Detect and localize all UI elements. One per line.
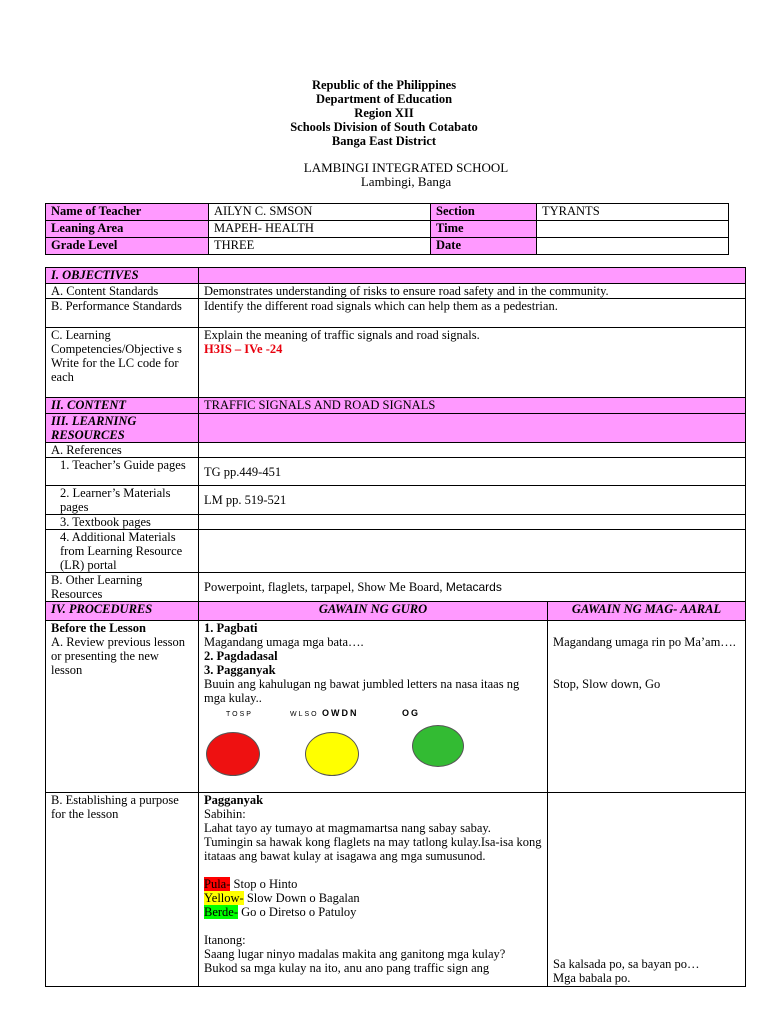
objectives-heading-fill bbox=[199, 268, 746, 284]
teacher-value: AILYN C. SMSON bbox=[209, 204, 431, 221]
pula-highlight: Pula- bbox=[204, 877, 231, 891]
additional-materials-label: 4. Additional Materials from Learning Resource (LR) portal bbox=[46, 530, 199, 573]
jumbled-word-1: TOSP bbox=[226, 711, 253, 718]
section-label: Section bbox=[431, 204, 537, 221]
header-line-1: Republic of the Philippines bbox=[311, 78, 457, 92]
instruction-text: Lahat tayo ay tumayo at magmamartsa nang sabay sabay. Tumingin sa hawak kong flaglets na may tatlong kulay.Isa-isa kong itataas ang bawat kulay at isagawa ang mga sumusunod. bbox=[204, 821, 542, 863]
other-resources-value bbox=[199, 573, 746, 602]
learning-competencies-value bbox=[199, 328, 746, 398]
header-line-2: Department of Education bbox=[315, 92, 453, 106]
question-text-2: Bukod sa mga kulay na ito, anu ano pang traffic sign ang bbox=[204, 961, 490, 975]
textbook-label: 3. Textbook pages bbox=[46, 515, 199, 530]
teacher-info-table bbox=[45, 203, 729, 255]
school-name: LAMBINGI INTEGRATED SCHOOL bbox=[303, 160, 509, 175]
learners-materials-label: 2. Learner’s Materials pages bbox=[46, 486, 199, 515]
textbook-value bbox=[199, 515, 746, 530]
content-standards-label: A. Content Standards bbox=[46, 284, 199, 299]
grade-label: Grade Level bbox=[46, 238, 209, 255]
school-block bbox=[0, 161, 768, 189]
review-lesson-label bbox=[46, 621, 199, 793]
learning-resources-fill bbox=[199, 414, 746, 443]
establishing-purpose-label: B. Establishing a purpose for the lesson bbox=[46, 793, 199, 987]
pagganyak-text: Buuin ang kahulugan ng bawat jumbled letters na nasa itaas ng mga kulay.. bbox=[204, 677, 520, 705]
objectives-heading: I. OBJECTIVES bbox=[46, 268, 199, 284]
learning-competencies-label bbox=[46, 328, 199, 398]
performance-standards-value: Identify the different road signals which can help them as a pedestrian. bbox=[199, 299, 746, 328]
review-learner-activity bbox=[548, 621, 746, 793]
section-value: TYRANTS bbox=[537, 204, 729, 221]
yellow-circle bbox=[305, 732, 359, 776]
itanong-label: Itanong: bbox=[204, 933, 246, 947]
teacher-label: Name of Teacher bbox=[46, 204, 209, 221]
pagganyak-heading: 3. Pagganyak bbox=[204, 663, 276, 677]
learning-resources-heading: III. LEARNING RESOURCES bbox=[46, 414, 199, 443]
additional-materials-value bbox=[199, 530, 746, 573]
other-resources-text: Powerpoint, flaglets, tarpapel, Show Me Board, bbox=[204, 580, 443, 594]
learner-greeting: Magandang umaga rin po Ma’am…. bbox=[553, 635, 736, 649]
purpose-learner-activity bbox=[548, 793, 746, 987]
red-circle bbox=[206, 732, 260, 776]
pagdadasal-heading: 2. Pagdadasal bbox=[204, 649, 278, 663]
content-standards-value: Demonstrates understanding of risks to ensure road safety and in the community. bbox=[199, 284, 746, 299]
content-heading: II. CONTENT bbox=[46, 398, 199, 414]
learner-answer-signs: Mga babala po. bbox=[553, 971, 631, 985]
jumbled-word-2: WLSO bbox=[290, 711, 319, 718]
document-header bbox=[0, 78, 768, 148]
color-yellow-line bbox=[204, 891, 542, 905]
lc-text: Explain the meaning of traffic signals and road signals. bbox=[204, 328, 480, 342]
berde-highlight: Berde- bbox=[204, 905, 239, 919]
pagbati-text: Magandang umaga mga bata…. bbox=[204, 635, 364, 649]
lc-code-label: Write for the LC code for each bbox=[51, 356, 179, 384]
learner-answer-place: Sa kalsada po, sa bayan po… bbox=[553, 957, 700, 971]
school-location: Lambingi, Banga bbox=[360, 174, 452, 189]
grade-value: THREE bbox=[209, 238, 431, 255]
before-lesson-label: Before the Lesson bbox=[51, 621, 146, 635]
lc-label-line: C. Learning Competencies/Objective s bbox=[51, 328, 182, 356]
review-lesson-text: A. Review previous lesson or presenting the new lesson bbox=[51, 635, 186, 677]
color-red-line bbox=[204, 877, 542, 891]
learners-materials-value: LM pp. 519-521 bbox=[199, 486, 746, 515]
lesson-plan-table bbox=[45, 267, 746, 987]
pula-text: Stop o Hinto bbox=[230, 877, 298, 891]
jumbled-letters-figure bbox=[204, 705, 542, 783]
header-line-3: Region XII bbox=[354, 106, 414, 120]
yellow-highlight: Yellow- bbox=[204, 891, 244, 905]
pagganyak-b-heading: Pagganyak bbox=[204, 793, 264, 807]
time-value bbox=[537, 221, 729, 238]
other-resources-metacards: Metacards bbox=[442, 580, 502, 594]
green-circle bbox=[412, 725, 464, 767]
references-fill bbox=[199, 443, 746, 458]
color-green-line bbox=[204, 905, 542, 919]
area-value: MAPEH- HEALTH bbox=[209, 221, 431, 238]
teachers-guide-label: 1. Teacher’s Guide pages bbox=[46, 458, 199, 486]
teachers-guide-value: TG pp.449-451 bbox=[199, 458, 746, 486]
other-resources-label: B. Other Learning Resources bbox=[46, 573, 199, 602]
jumbled-word-4: OG bbox=[402, 708, 421, 718]
review-teacher-activity bbox=[199, 621, 548, 793]
berde-text: Go o Diretso o Patuloy bbox=[238, 905, 357, 919]
purpose-teacher-activity bbox=[199, 793, 548, 987]
yellow-text: Slow Down o Bagalan bbox=[243, 891, 360, 905]
lc-code: H3IS – IVe -24 bbox=[204, 342, 283, 356]
sabihin-text: Sabihin: bbox=[204, 807, 246, 821]
date-label: Date bbox=[431, 238, 537, 255]
question-text-1: Saang lugar ninyo madalas makita ang ganitong mga kulay? bbox=[204, 947, 506, 961]
learner-activity-heading: GAWAIN NG MAG- AARAL bbox=[548, 602, 746, 621]
header-line-4: Schools Division of South Cotabato bbox=[290, 120, 478, 134]
procedures-heading: IV. PROCEDURES bbox=[46, 602, 199, 621]
date-value bbox=[537, 238, 729, 255]
header-line-5: Banga East District bbox=[331, 134, 437, 148]
pagbati-heading: 1. Pagbati bbox=[204, 621, 258, 635]
performance-standards-label: B. Performance Standards bbox=[46, 299, 199, 328]
teacher-activity-heading: GAWAIN NG GURO bbox=[199, 602, 548, 621]
jumbled-word-3: OWDN bbox=[322, 708, 359, 718]
time-label: Time bbox=[431, 221, 537, 238]
content-value: TRAFFIC SIGNALS AND ROAD SIGNALS bbox=[199, 398, 746, 414]
references-label: A. References bbox=[46, 443, 199, 458]
learner-answer: Stop, Slow down, Go bbox=[553, 677, 661, 691]
area-label: Leaning Area bbox=[46, 221, 209, 238]
